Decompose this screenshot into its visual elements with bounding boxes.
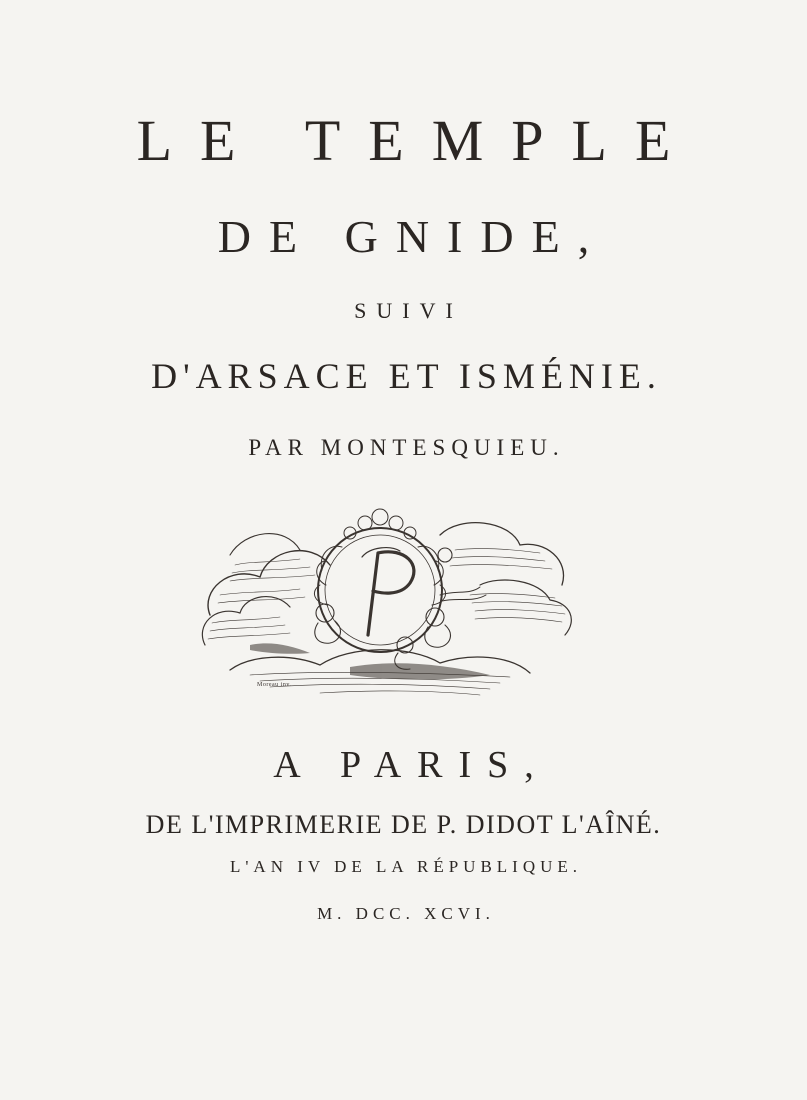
imprint-place: A PARIS, (273, 744, 550, 786)
imprint-printer: DE L'IMPRIMERIE DE P. DIDOT L'AÎNÉ. (145, 810, 662, 839)
cloud-shape (480, 580, 571, 635)
author-line: PAR MONTESQUIEU. (248, 435, 565, 460)
title-line-de-gnide: DE GNIDE, (217, 211, 608, 262)
title-line-arsace-ismenie: D'ARSACE ET ISMÉNIE. (151, 356, 662, 396)
cherub-head (438, 548, 452, 562)
title-line-suivi: SUIVI (354, 298, 463, 323)
cloud-shape (208, 551, 330, 615)
engraver-signature: Moreau inv. (257, 682, 292, 688)
engraved-vignette-cherubs-monogram-icon (190, 495, 580, 710)
monogram-p (368, 552, 414, 635)
cloud-shape (440, 523, 564, 585)
imprint-year-republic: L'AN IV DE LA RÉPUBLIQUE. (229, 857, 583, 876)
title-line-le-temple: LE TEMPLE (136, 108, 699, 173)
imprint-date: M. DCC. XCVI. (317, 904, 495, 923)
